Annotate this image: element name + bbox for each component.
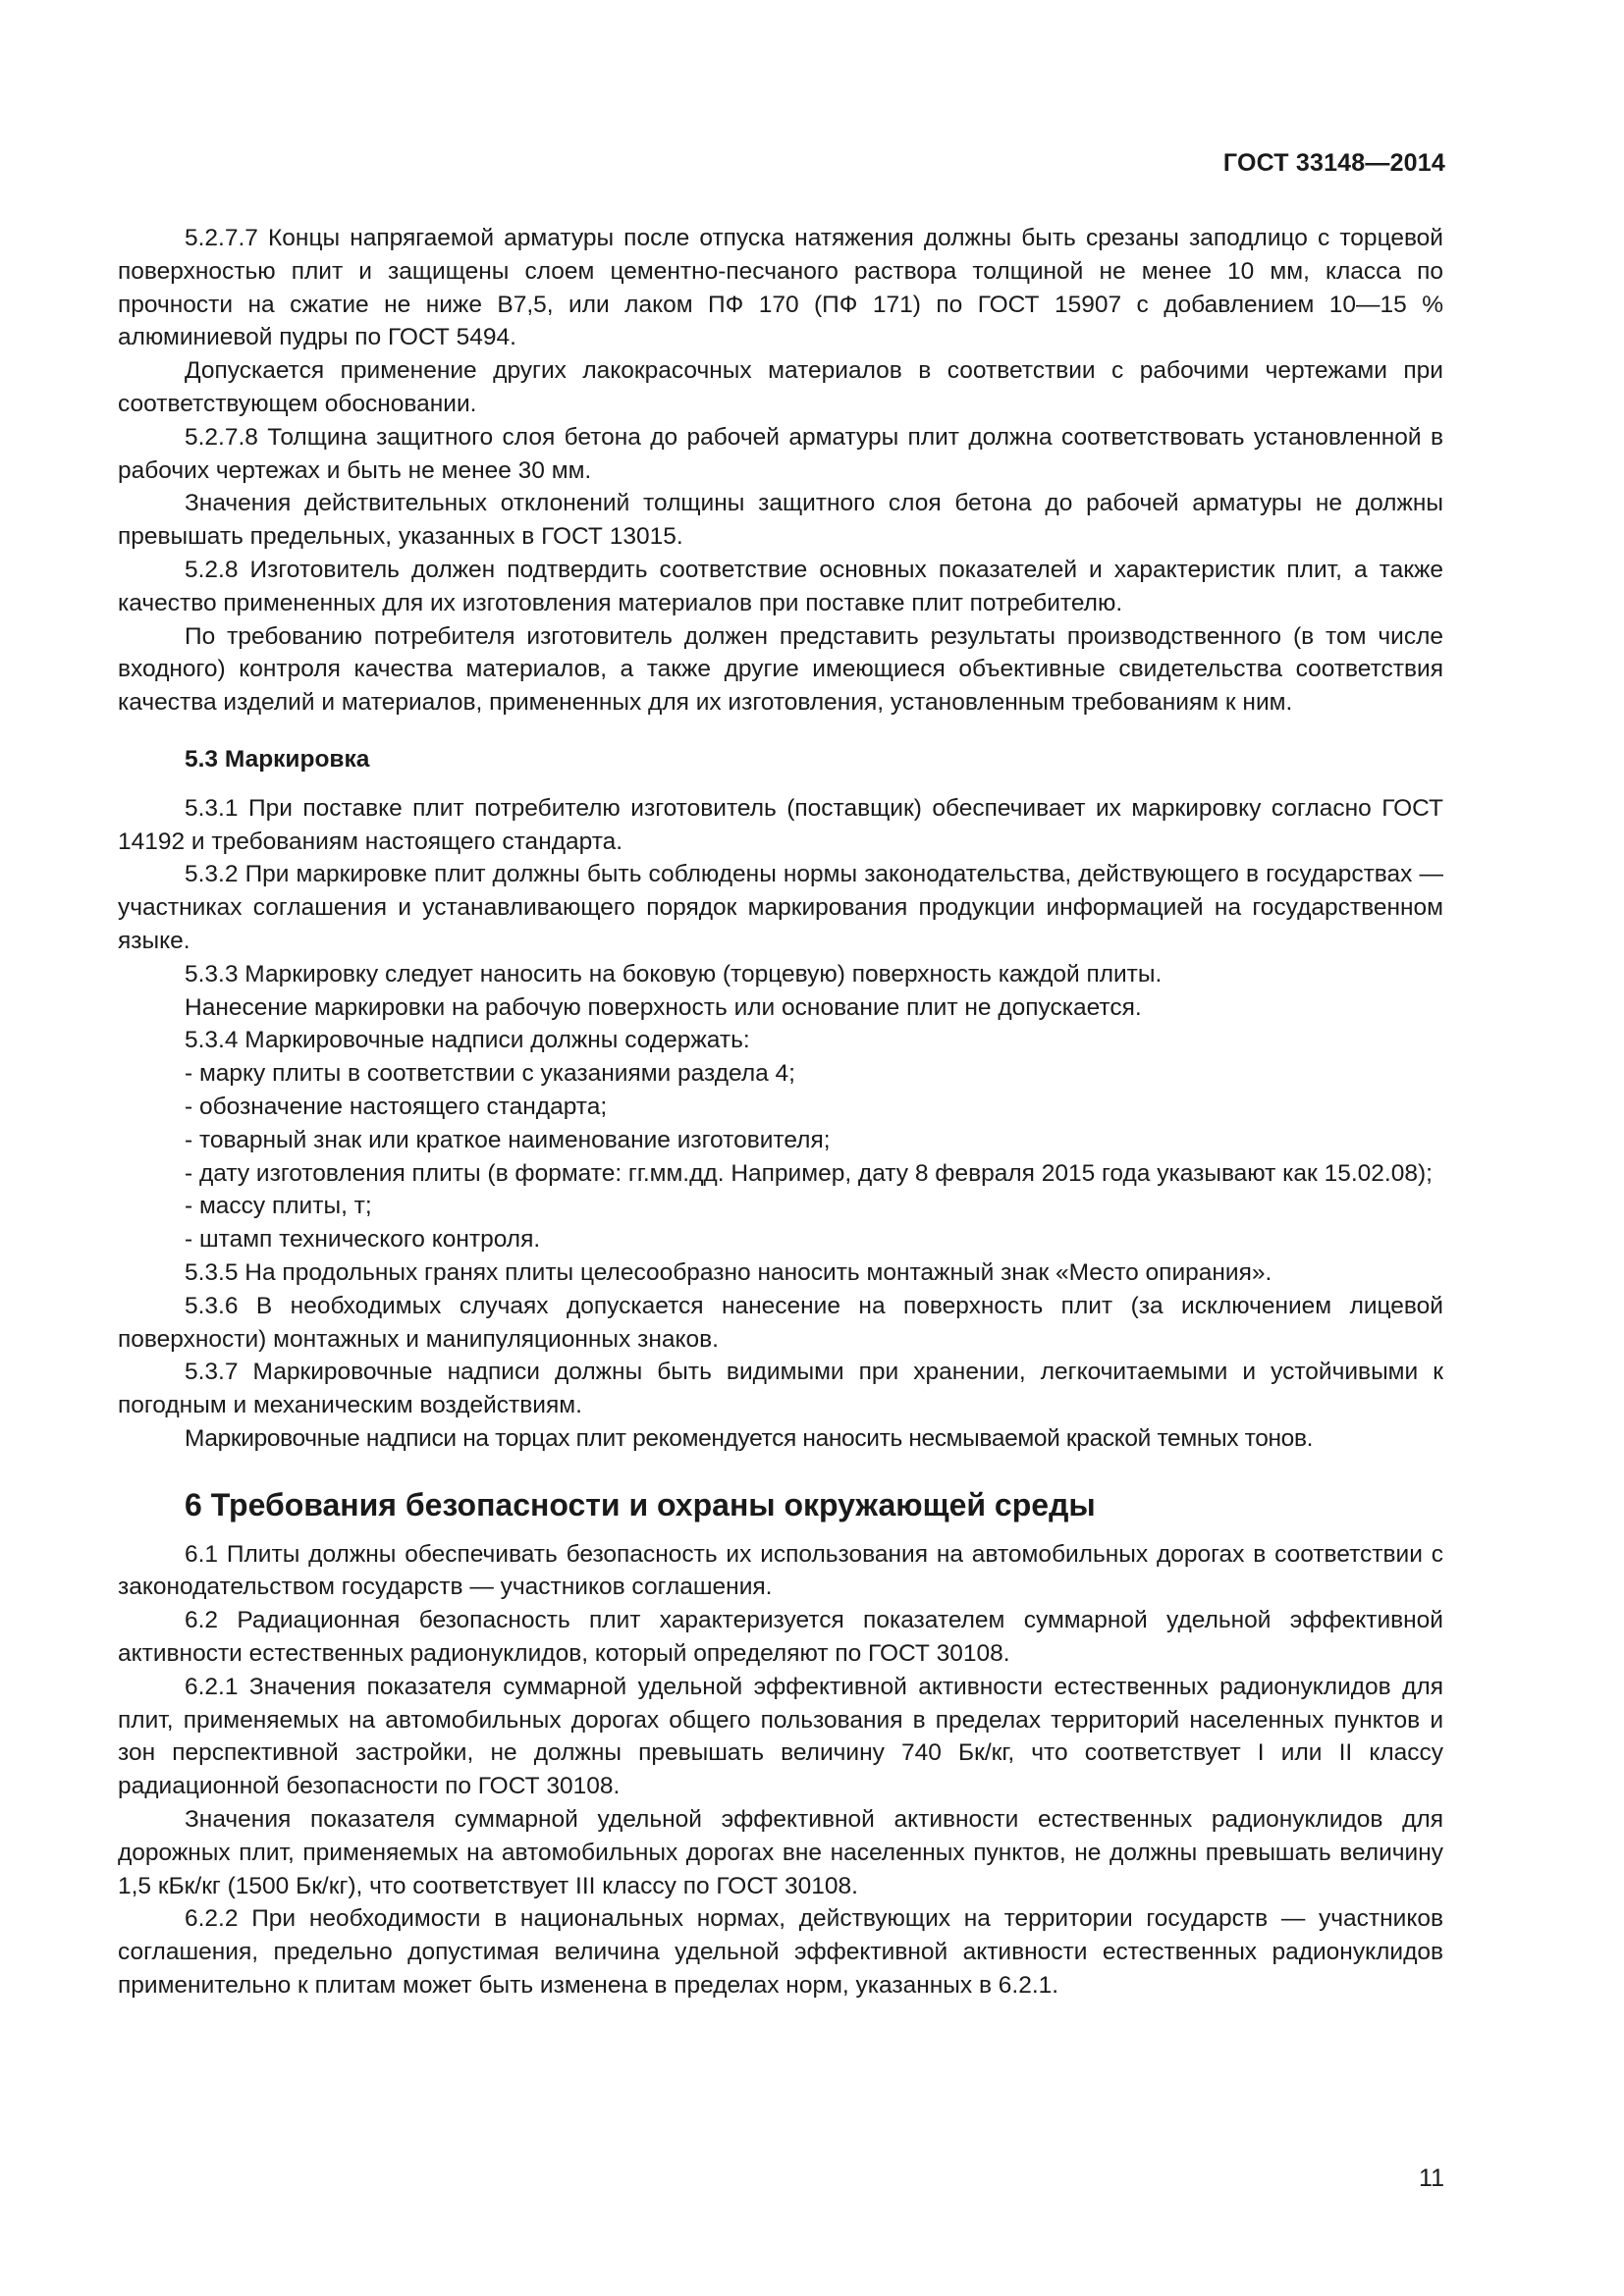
paragraph-6-2: 6.2 Радиационная безопасность плит характеризуется показателем суммарной удельной эффективной активности естественных радионуклидов, который определяют по ГОСТ 30108. bbox=[118, 1607, 1443, 1668]
paragraph-5-3-1: 5.3.1 При поставке плит потребителю изготовитель (поставщик) обеспечивает их маркировку согласно ГОСТ 14192 и требованиям настоящего стандарта. bbox=[118, 794, 1443, 855]
section-heading-6: 6 Требования безопасности и охраны окружающей среды bbox=[185, 1486, 1096, 1522]
list-item: - товарный знак или краткое наименование изготовителя; bbox=[185, 1126, 831, 1153]
list-item: - марку плиты в соответствии с указаниями раздела 4; bbox=[185, 1060, 795, 1088]
paragraph-5-3-5: 5.3.5 На продольных гранях плиты целесообразно наносить монтажный знак «Место опирания». bbox=[185, 1258, 1272, 1286]
paragraph-5-3-2: 5.3.2 При маркировке плит должны быть соблюдены нормы законодательства, действующего в государствах — участниках соглашения и устанавливающего порядок маркирования продукции информацией на государственном языке. bbox=[118, 861, 1443, 954]
paragraph-6-1: 6.1 Плиты должны обеспечивать безопасность их использования на автомобильных дорогах в соответствии с законодательством государств — участников соглашения. bbox=[118, 1540, 1443, 1601]
paragraph-6-2-2: 6.2.2 При необходимости в национальных нормах, действующих на территории государств — участников соглашения, предельно допустимая величина удельной эффективной активности естественных радионуклидов применительно к плитам может быть изменена в пределах норм, указанных в 6.2.1. bbox=[118, 1905, 1443, 2000]
paragraph: Значения показателя суммарной удельной эффективной активности естественных радионуклидов для дорожных плит, применяемых на автомобильных дорогах вне населенных пунктов, не должны превышать величину 1,5 кБк/кг (1500 Бк/кг), что соответствует III классу по ГОСТ 30108. bbox=[118, 1806, 1443, 1899]
paragraph-5-2-8: 5.2.8 Изготовитель должен подтвердить соответствие основных показателей и характеристик плит, а также качество примененных для их изготовления материалов при поставке плит потребителю. bbox=[118, 556, 1443, 616]
document-body bbox=[118, 222, 1443, 2002]
paragraph: Допускается применение других лакокрасочных материалов в соответствии с рабочими чертежами при соответствующем обосновании. bbox=[118, 357, 1443, 417]
list-item: - массу плиты, т; bbox=[185, 1193, 372, 1220]
paragraph-5-2-7-8: 5.2.7.8 Толщина защитного слоя бетона до рабочей арматуры плит должна соответствовать установленной в рабочих чертежах и быть не менее 30 мм. bbox=[118, 423, 1443, 484]
paragraph-6-2-1: 6.2.1 Значения показателя суммарной удельной эффективной активности естественных радионуклидов для плит, применяемых на автомобильных дорогах общего пользования в пределах территорий населенных пунктов и зон перспективной застройки, не должны превышать величину 740 Бк/кг, что соответствует I или II классу радиационной безопасности по ГОСТ 30108. bbox=[118, 1673, 1443, 1800]
paragraph: Маркировочные надписи на торцах плит рекомендуется наносить несмываемой краской темных тонов. bbox=[185, 1424, 1314, 1452]
document-code-header: ГОСТ 33148—2014 bbox=[1222, 149, 1445, 177]
paragraph-5-3-7: 5.3.7 Маркировочные надписи должны быть видимыми при хранении, легкочитаемыми и устойчивыми к погодным и механическим воздействиям. bbox=[118, 1359, 1443, 1419]
list-item: - обозначение настоящего стандарта; bbox=[185, 1093, 608, 1120]
paragraph: Значения действительных отклонений толщины защитного слоя бетона до рабочей арматуры не должны превышать предельных, указанных в ГОСТ 13015. bbox=[118, 490, 1443, 551]
list-item: - дату изготовления плиты (в формате: гг.мм.дд. Например, дату 8 февраля 2015 года указывают как 15.02.08); bbox=[185, 1159, 1433, 1187]
paragraph-5-2-7-7: 5.2.7.7 Концы напрягаемой арматуры после отпуска натяжения должны быть срезаны заподлицо с торцевой поверхностью плит и защищены слоем цементно-песчаного раствора толщиной не менее 10 мм, класса по прочности на сжатие не ниже В7,5, или лаком ПФ 170 (ПФ 171) по ГОСТ 15907 с добавлением 10—15 % алюминиевой пудры по ГОСТ 5494. bbox=[118, 225, 1443, 351]
paragraph-5-3-6: 5.3.6 В необходимых случаях допускается нанесение на поверхность плит (за исключением лицевой поверхности) монтажных и манипуляционных знаков. bbox=[118, 1292, 1443, 1353]
list-item: - штамп технического контроля. bbox=[185, 1226, 541, 1254]
paragraph: По требованию потребителя изготовитель должен представить результаты производственного (в том числе входного) контроля качества материалов, а также другие имеющиеся объективные свидетельства соответствия качества изделий и материалов, примененных для их изготовления, установленным требованиям к ним. bbox=[118, 622, 1443, 717]
page-number: 11 bbox=[1419, 2164, 1444, 2192]
paragraph-5-3-4: 5.3.4 Маркировочные надписи должны содержать: bbox=[185, 1027, 750, 1054]
subsection-heading-5-3: 5.3 Маркировка bbox=[185, 745, 370, 773]
paragraph: Нанесение маркировки на рабочую поверхность или основание плит не допускается. bbox=[185, 993, 1142, 1021]
paragraph-5-3-3: 5.3.3 Маркировку следует наносить на боковую (торцевую) поверхность каждой плиты. bbox=[185, 960, 1163, 988]
